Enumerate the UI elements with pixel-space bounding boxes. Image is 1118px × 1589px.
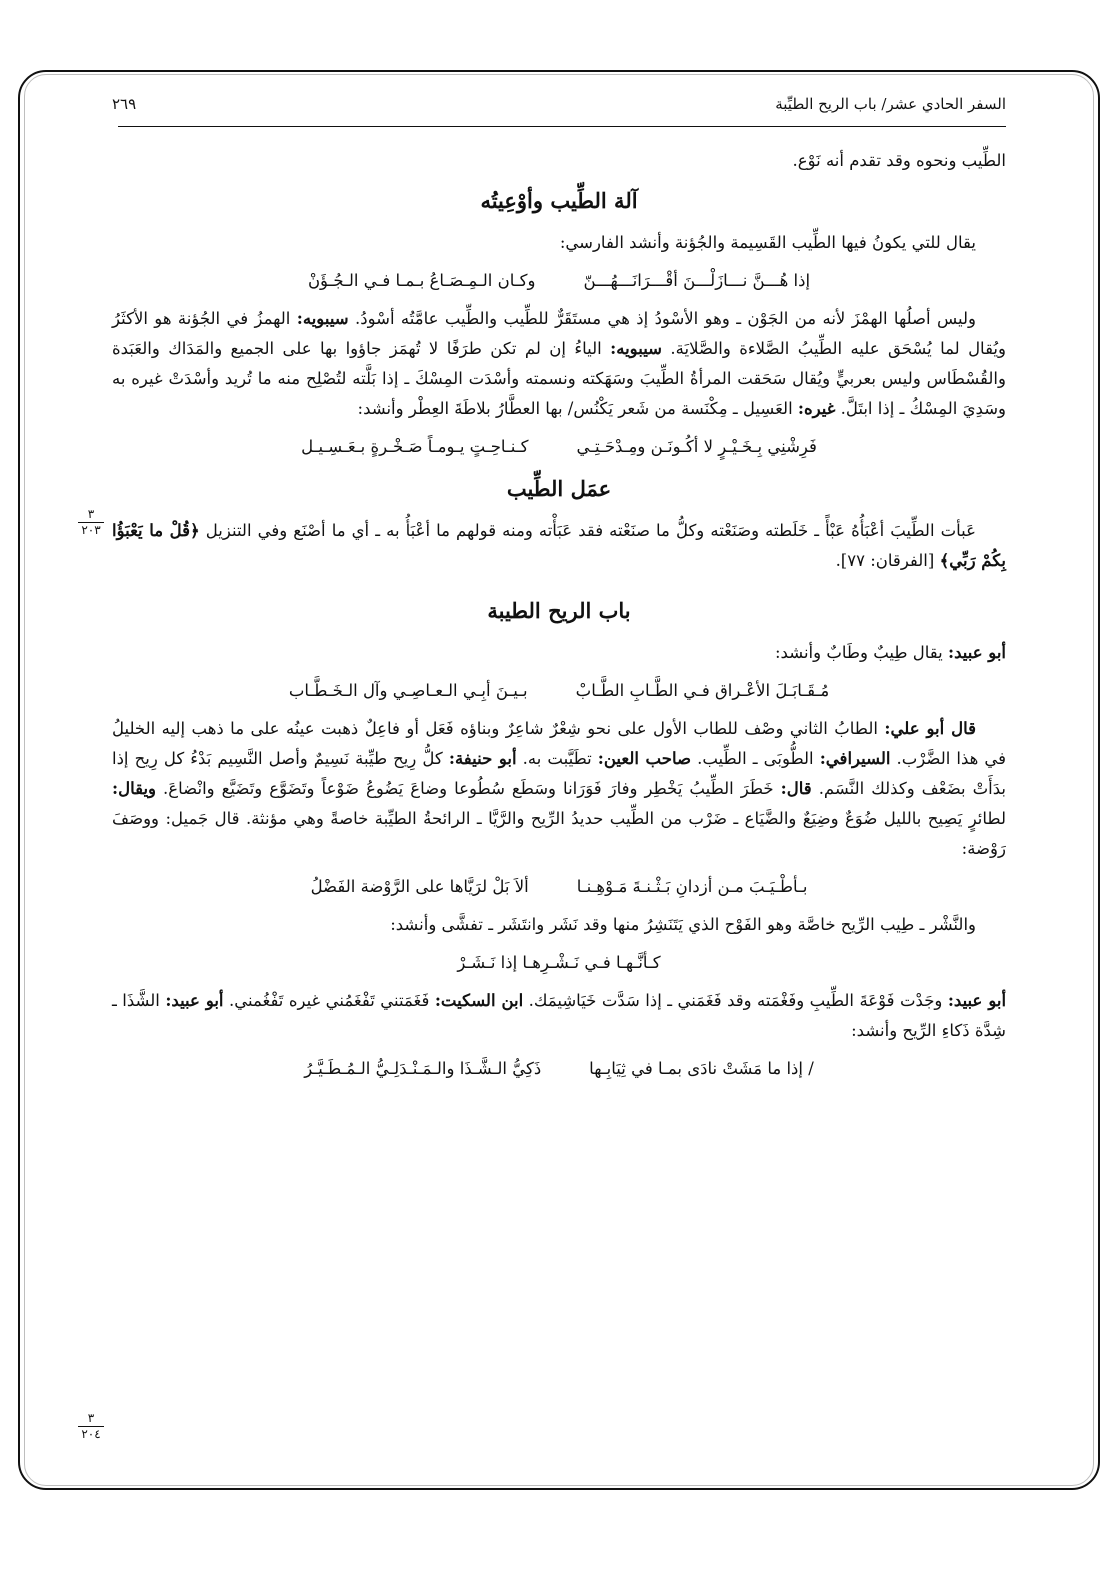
verse-hemistich: بـيـنَ أبِـي الـعـاصِـي وآل الـخَـطَّـاب [288,681,528,700]
paragraph: يقال للتي يكونُ فيها الطِّيب القَسِيمة والجُؤنة وأنشد الفارسي: [559,233,976,252]
text: خَطَرَ الطِّيبُ يَخْطِر وفارَ فَوَرَانا وسَطَع سُطُوعا وضاعَ يَضُوعُ ضَوْعاً وتَضَوَّع وتَضَيَّع وانْضاعَ. [163,779,774,798]
text: الياءُ إن لم تكن طرَفًا لا تُهمَز جاؤوا بها على الجميع والمَدَاك والعَبَدة والقُسْطَاس وليس بعربيٍّ ويُقال سَحَقت المرأةُ الطِّيبَ وسَهَكته ونسمته وأسْدَت المِسْكَ ـ إذا بَلَّته لتُصْلِح منه ما تُريد وأسْدَتْ غيره به وسَدِيَ المِسْكُ ـ إذا ابتَلَّ. [112,339,1006,418]
verse-line [112,1052,1006,1086]
source-label: السيرافي: [819,749,891,768]
running-title: السفر الحادي عشر/ باب الريح الطيِّبة [775,95,1006,113]
source-label: قال: [780,779,812,798]
text: تطَيَّبت به. [522,749,592,768]
verse-hemistich: إذا هُـــنَّ نـــازَلْـــنَ أقْـــرَانَـــهُـــنّ [583,271,811,290]
margin-note-bottom: ٢٠٤ [81,1427,101,1441]
verse-line [112,430,1006,464]
text: الشَّذَا ـ شِدَّة ذَكاءِ الرِّيح وأنشد: [112,991,1006,1040]
margin-note-top: ٣ [78,508,104,523]
verse-hemistich: ألاَ بَلْ لرَيَّاها على الرَّوْضة الفَضْلُ [310,877,529,896]
source-label: قال أبو علي: [884,719,977,738]
text: عَبأت الطِّيبَ أعْبَأُهُ عَبْأً ـ خَلَطته وصَنَعْته وكلُّ ما صنَعْته فقد عَبَأْته ومنه قولهم ما أعْبَأُ به ـ أي ما أصْنَع وفي التنزيل [205,521,976,540]
source-label: أبو عبيد: [948,643,1006,662]
paragraph [112,516,1006,576]
text: وجَدْت فَوْعَةَ الطِّيبِ وفَغْمَته وقد فَغَمَني ـ إذا سَدَّت خَيَاشِيمَك. [528,991,943,1010]
section-heading: عمَل الطِّيب [506,476,612,501]
text: الهمزُ في الجُؤنة هو الأكثَرُ ويُقال لما يُسْحَق عليه الطِّيبُ الصَّلاءة والصَّلايَة. [112,309,1006,358]
verse-hemistich: كـنـاحِـتٍ يـومـاً صَـخْـرةٍ بـعَـسِـيـل [301,437,529,456]
source-label: سيبويه: [610,339,662,358]
text: فَغَمَتني تَفْغَمُني غيره تَفْغُمني. [228,991,430,1010]
verse-hemistich: مُـقَـابَـلَ الأعْـراق فـي الطَّـابِ الطَّـابْ [575,681,830,700]
verse-hemistich: ذَكِيُّ الـشَّـذَا والـمَـنْـدَلِـيُّ الـمُـطَـيَّـرُ [304,1059,542,1078]
margin-note-bottom: ٢٠٣ [81,523,101,537]
source-label: صاحب العين: [597,749,691,768]
page-body [112,146,1006,1092]
text: العَسِيل ـ مِكْنَسة من شَعر يَكْنُس/ بها العطَّارُ بلاطَةَ العِطْر وأنشد: [357,399,793,418]
verse-hemistich: كـأنَّـهـا فـي نَـشْـرِهـا إذا نَـشَـرْ [457,953,661,972]
paragraph [112,638,1006,668]
paragraph: والنَّشْر ـ طِيب الرِّيح خاصَّة وهو الفَوْح الذي يَتَنَشِرُ منها وقد نَشَر وانتَشَر ـ تفشَّى وأنشد: [390,915,976,934]
section-heading: آلة الطِّيب وأوْعِيتُه [480,188,638,213]
quran-quote: ﴿قُلْ ما يَعْبَؤُا بِكُمْ رَبِّي﴾ [112,521,1006,570]
text: [الفرقان: ٧٧]. [835,551,935,570]
source-label: ابن السكيت: [434,991,524,1010]
text: كلُّ رِيح طيِّبة نَسِيمٌ وأصل النَّسِيم بَدْءُ كل رِيح إذا بدَأَتْ بضَعْف وكذلك النَّسَم. [112,749,1007,798]
verse-hemistich: فَرِشْنِي بِـخَـيْـرٍ لا أكُـونَـن ومِـدْحَـتِـي [576,437,817,456]
verse-line [112,674,1006,708]
header-rule [118,126,1006,127]
verse-hemistich: وكـان الـمِـصَـاعُ بـمـا فـي الـجُـؤَنْ [307,271,536,290]
source-label: أبو عبيد: [165,991,224,1010]
source-label: سيبويه: [296,309,349,328]
text: يقال طِيبٌ وطَابٌ وأنشد: [775,643,943,662]
margin-note [78,508,104,537]
verse-hemistich: / إذا ما مَشَتْ نادَى بمـا في ثِيَابِـها [589,1059,814,1078]
source-label: أبو حنيفة: [448,749,517,768]
text: وليس أصلُها الهمْزَ لأنه من الجَوْن ـ وهو الأسْودُ إذ هي مستَقَرٌّ للطِّيب والطِّيب عامَّتُه أسْودُ. [355,309,977,328]
margin-note [78,1412,104,1441]
verse-line [112,870,1006,904]
text: الطابُ الثاني وصْف للطاب الأول على نحو شِعْرٌ شاعِرٌ وبناؤه فَعَل أو فاعِلٌ ذهبت عينُه على ما ذهب إليه الخليلُ في هذا الضَّرْب. [112,719,1007,768]
page-number: ٢٦٩ [112,95,137,113]
verse-line [112,264,1006,298]
chapter-heading: باب الريح الطيبة [487,598,631,623]
paragraph [112,986,1006,1046]
running-header [112,88,1006,120]
paragraph [112,714,1006,864]
source-label: أبو عبيد: [947,991,1007,1010]
paragraph [112,304,1006,424]
text: الطُّوبَى ـ الطِّيب. [697,749,814,768]
margin-note-top: ٣ [78,1412,104,1427]
verse-hemistich: بـأطْـيَـبَ مـن أزدانِ بَـثْـنـةَ مَـوْهِـنـا [576,877,808,896]
source-label: ويقال: [112,779,157,798]
verse-line [112,946,1006,980]
paragraph: الطِّيب ونحوه وقد تقدم أنه نَوْع. [792,151,1006,170]
text: لطائرٍ يَصِيح بالليل ضُوَعٌ وضِيَعٌ والضَّيَاع ـ ضَرْب من الطِّيب حديدُ الرِّيح والرَّيَّا ـ الرائحةُ الطيِّبة خاصةً وهي مؤنثة. قال جَميل: ووصَفَ رَوْضة: [112,809,1006,858]
source-label: غيره: [797,399,836,418]
